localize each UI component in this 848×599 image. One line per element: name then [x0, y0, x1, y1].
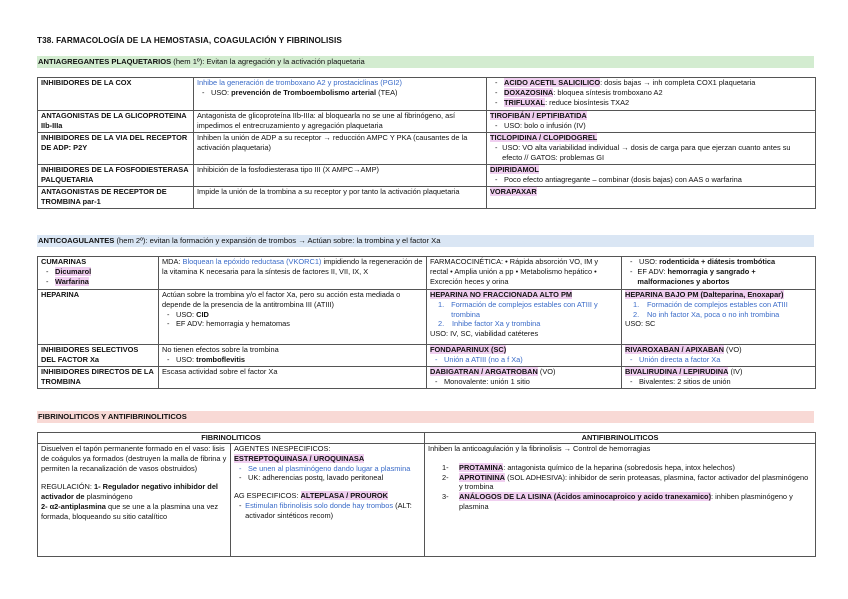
table-row [38, 111, 816, 133]
drugs-cell: HEPARINA BAJO PM (Dalteparina, Enoxapar) 1. Formación de complejos estables con ATIII 2. No inh factor Xa, poca o no inh trombina USO: SC [622, 290, 816, 345]
column-header: ANTIFIBRINOLITICOS [425, 433, 816, 444]
drugs-cell: RIVAROXABAN / APIXABAN (VO) - Unión directa a factor Xa [622, 345, 816, 367]
drugs-cell: BIVALIRUDINA / LEPIRUDINA (IV) - Bivalentes: 2 sitios de unión [622, 367, 816, 389]
mechanism-cell: Escasa actividad sobre el factor Xa [159, 367, 427, 389]
group-name: INHIBIDORES DIRECTOS DE LA TROMBINA [38, 367, 159, 389]
pharmacokinetics-cell: FARMACOCINÉTICA: • Rápida absorción VO, IM y rectal • Amplia unión a pp • Metabolismo hepático • Excreción heces y orina [427, 257, 622, 290]
mechanism-cell: Inhibe la generación de tromboxano A2 y prostaciclinas (PGI2) - USO: prevención de Tromboembolismo arterial (TEA) [194, 78, 487, 111]
page-title: T38. FARMACOLOGÍA DE LA HEMOSTASIA, COAGULACIÓN Y FIBRINOLISIS [37, 36, 342, 45]
table-row [38, 444, 816, 557]
mechanism-cell: MDA: Bloquean la epóxido reductasa (VKORC1) impidiendo la regeneración de la vitamina K necesaria para la síntesis de factores II, VII, IX, X [159, 257, 427, 290]
table-row [38, 187, 816, 209]
antifibrino-cell: Inhiben la anticoagulación y la fibrinolisis → Control de hemorragias 1- PROTAMINA: antagonista químico de la heparina (sobredosis hepa, intox helechos) 2- APROTININA (SOL ADHESIVA): inhibidor de serin proteasas, plasmina, factor activador del plasminógeno y trombina 3- ANÁLOGOS DE LA LISINA (Ácidos aminocaproico y acido tranexamico): inhiben plasminógeno y plasmina [425, 444, 816, 557]
use-cell: - USO: rodenticida + diátesis trombótica - EF ADV: hemorragia y sangrado + malformaciones y abortos [622, 257, 816, 290]
fibrino-description-cell: Disuelven el tapón permanente formado en el vaso: lisis de coágulos ya formados (destruyen la malla de fibrina y permiten la recanalización de vasos obstruidos) REGULACIÓN: 1- Regulador negativo inhibidor del activador de plasminógeno 2- α2-antiplasmina que se une a la plasmina una vez formada, bloqueando su sitio catalítico [38, 444, 231, 557]
table-row [38, 133, 816, 165]
drugs-cell: HEPARINA NO FRACCIONADA ALTO PM 1. Formación de complejos estables con ATIII y trombina 2. Inhibe factor Xa y trombina USO: IV, SC, viabilidad catéteres [427, 290, 622, 345]
table-row [38, 367, 816, 389]
antiplatelet-header: ANTIAGREGANTES PLAQUETARIOS (hem 1º): Evitan la agregación y la activación plaquetaria [37, 56, 814, 68]
drugs-cell: FONDAPARINUX (SC) - Unión a ATIII (no a f Xa) [427, 345, 622, 367]
group-name: INHIBIDORES SELECTIVOS DEL FACTOR Xa [38, 345, 159, 367]
drugs-cell: TIROFIBÁN / EPTIFIBATIDA - USO: bolo o infusión (IV) [487, 111, 816, 133]
anticoag-header: ANTICOAGULANTES (hem 2º): evitan la formación y expansión de trombos → Actúan sobre: la trombina y el factor Xa [37, 235, 814, 247]
drugs-cell: TICLOPIDINA / CLOPIDOGREL - USO: VO alta variabilidad individual → dosis de carga para que ejerzan cuanto antes su efecto // GATOS: problemas GI [487, 133, 816, 165]
mechanism-cell: Impide la unión de la trombina a su receptor y por tanto la activación plaquetaria [194, 187, 487, 209]
group-name: INHIBIDORES DE LA VIA DEL RECEPTOR DE ADP: P2Y [38, 133, 194, 165]
group-name: INHIBIDORES DE LA FOSFODIESTERASA PALQUETARIA [38, 165, 194, 187]
drugs-cell: DABIGATRAN / ARGATROBAN (VO) - Monovalente: unión 1 sitio [427, 367, 622, 389]
table-row [38, 165, 816, 187]
group-name: HEPARINA [38, 290, 159, 345]
fibrino-agents-cell: AGENTES INESPECIFICOS: ESTREPTOQUINASA / UROQUINASA - Se unen al plasminógeno dando lugar a plasmina - UK: adherencias postq, lavado peritoneal AG ESPECIFICOS: ALTEPLASA / PROUROK - Estimulan fibrinolisis solo donde hay trombos (ALT: activador sintéticos recom) [231, 444, 425, 557]
antiplatelet-table [37, 77, 816, 209]
fibrino-header: FIBRINOLITICOS Y ANTIFIBRINOLITICOS [37, 411, 814, 423]
mechanism-cell: No tienen efectos sobre la trombina - USO: tromboflevitis [159, 345, 427, 367]
mechanism-cell: Actúan sobre la trombina y/o el factor Xa, pero su acción esta mediada o depende de la presencia de la antitrombina III (ATIII) - USO: CID - EF ADV: hemorragia y hematomas [159, 290, 427, 345]
anticoag-table [37, 256, 816, 389]
group-name: INHIBIDORES DE LA COX [38, 78, 194, 111]
column-header: FIBRINOLITICOS [38, 433, 425, 444]
table-row [38, 433, 816, 444]
table-row [38, 78, 816, 111]
mechanism-cell: Inhiben la unión de ADP a su receptor → reducción AMPC Y PKA (causantes de la activación plaquetaria) [194, 133, 487, 165]
drugs-cell: VORAPAXAR [487, 187, 816, 209]
table-row [38, 345, 816, 367]
drugs-cell: - ACIDO ACETIL SALICILICO: dosis bajas → inh completa COX1 plaquetaria - DOXAZOSINA: bloquea síntesis tromboxano A2 - TRIFLUXAL: reduce biosíntesis TXA2 [487, 78, 816, 111]
group-name: ANTAGONISTAS DE LA GLICOPROTEINA IIb-IIIa [38, 111, 194, 133]
mechanism-cell: Antagonista de glicoproteína IIb-IIIa: al bloquearla no se une al fibrinógeno, así impedimos el entrecruzamiento y agregación plaquetaria [194, 111, 487, 133]
group-name: ANTAGONISTAS DE RECEPTOR DE TROMBINA par-1 [38, 187, 194, 209]
table-row [38, 257, 816, 290]
drugs-cell: DIPIRIDAMOL - Poco efecto antiagregante – combinar (dosis bajas) con AAS o warfarina [487, 165, 816, 187]
fibrino-table [37, 432, 816, 557]
mechanism-cell: Inhibición de la fosfodiesterasa tipo III (X AMPC→AMP) [194, 165, 487, 187]
group-name: CUMARINAS - Dicumarol - Warfarina [38, 257, 159, 290]
table-row [38, 290, 816, 345]
